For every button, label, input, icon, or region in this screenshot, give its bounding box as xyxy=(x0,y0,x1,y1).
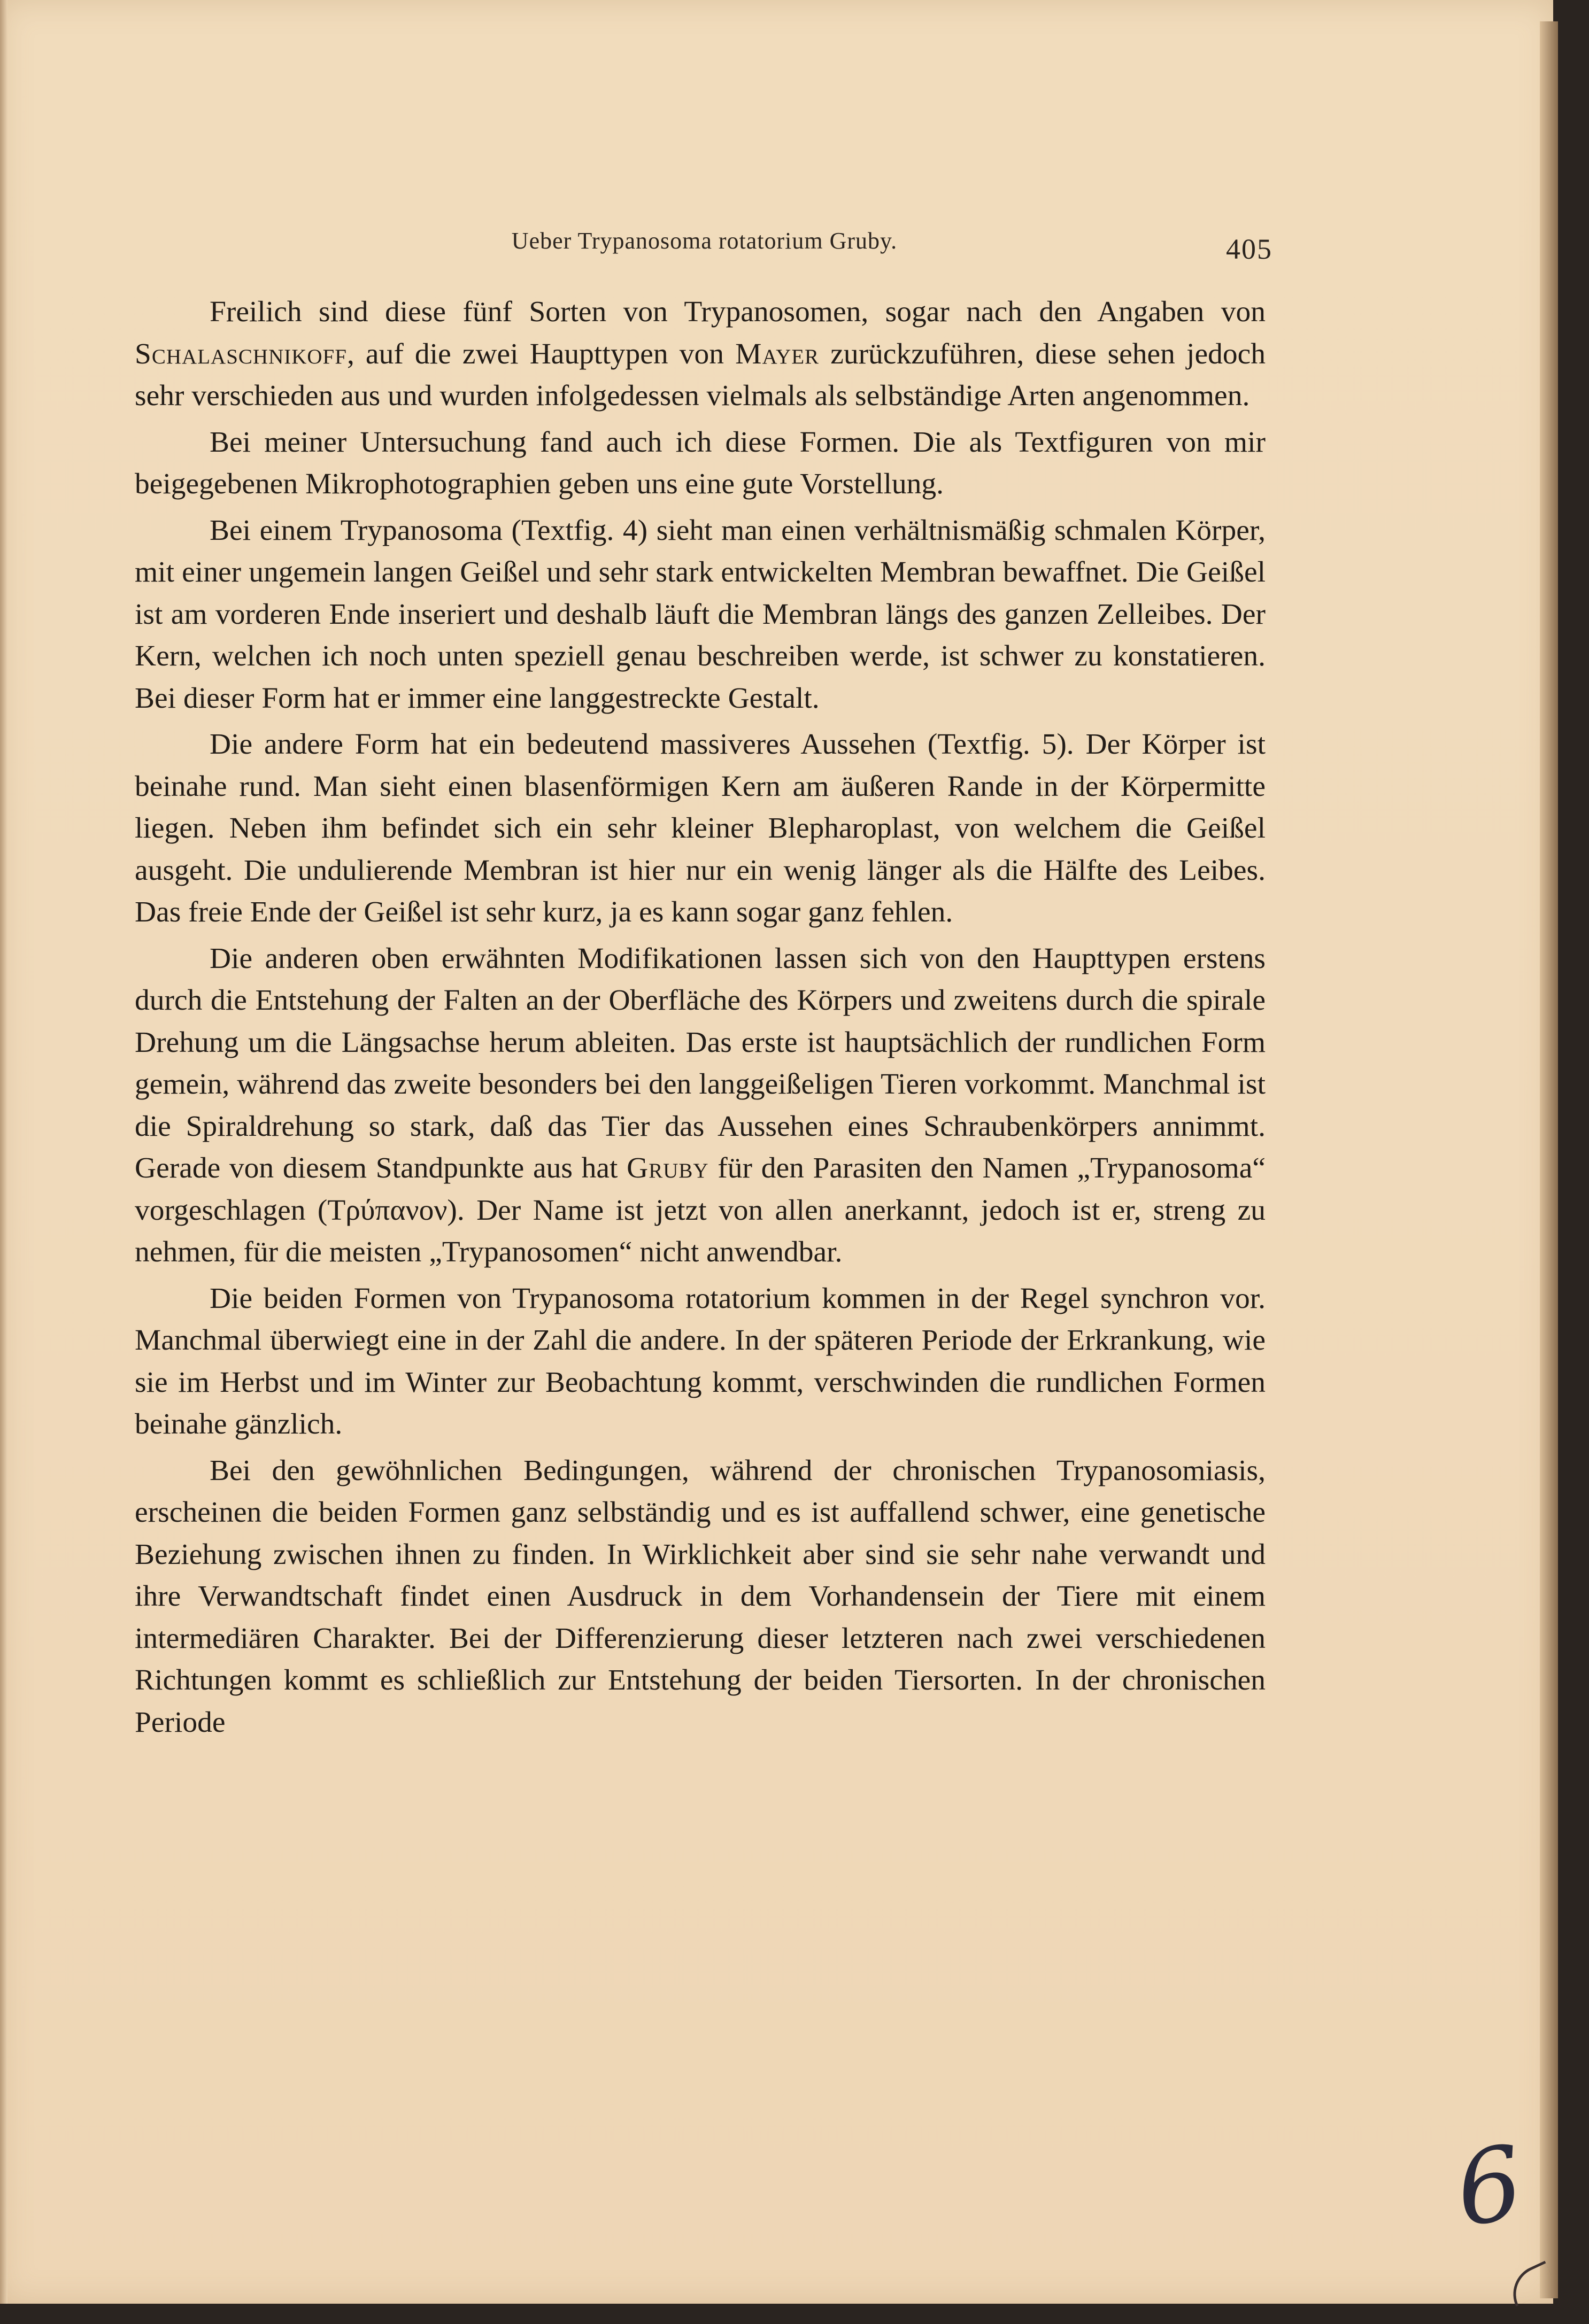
running-title: Ueber Trypanosoma rotatorium Gruby. xyxy=(511,228,898,254)
author-name-gruby: Gruby xyxy=(627,1152,709,1184)
running-header xyxy=(136,227,1272,265)
paragraph-5: Die anderen oben erwähnten Modifikationen lassen sich von den Haupttypen erstens durch die Entstehung der Falten an der Oberfläche des Körpers und zweitens durch die spirale Drehung um die Längsachse herum ableiten. Das erste ist hauptsächlich der rundlichen Form gemein, während das zweite besonders bei den langgeißeligen Tieren vorkommt. Manchmal ist die Spiraldrehung so stark, daß das Tier das Aussehen eines Schraubenkörpers annimmt. Gerade von diesem Standpunkte aus hat Gruby für den Parasiten den Namen „Trypanosoma“ vorgeschlagen (Τρύπανον). Der Name ist jetzt von allen anerkannt, jedoch ist er, streng zu nehmen, für die meisten „Trypanosomen“ nicht anwendbar. xyxy=(135,942,1266,1268)
author-name-schalaschnikoff: Schalaschnikoff xyxy=(135,337,347,370)
paragraph-6: Die beiden Formen von Trypanosoma rotatorium kommen in der Regel synchron vor. Manchmal überwiegt eine in der Zahl die andere. In der späteren Periode der Erkrankung, wie sie im Herbst und im Winter zur Beobachtung kommt, verschwinden die rundlichen Formen beinahe gänzlich. xyxy=(135,1282,1266,1440)
page-right-edge xyxy=(1540,21,1558,2298)
paragraph-4: Die andere Form hat ein bedeutend massiveres Aussehen (Textfig. 5). Der Körper ist beinahe rund. Man sieht einen blasenförmigen Kern am äußeren Rande in der Körpermitte liegen. Neben ihm befindet sich ein sehr kleiner Blepharoplast, von welchem die Geißel ausgeht. Die undulierende Membran ist hier nur ein wenig länger als die Hälfte des Leibes. Das freie Ende der Geißel ist sehr kurz, ja es kann sogar ganz fehlen. xyxy=(135,728,1266,928)
page-fold-edge xyxy=(0,0,7,2304)
paragraph-1: Freilich sind diese fünf Sorten von Trypanosomen, sogar nach den Angaben von Schalaschnikoff, auf die zwei Haupttypen von Mayer zurückzuführen, diese sehen jedoch sehr verschieden aus und wurden infolgedessen vielmals als selbständige Arten angenommen. xyxy=(135,296,1266,412)
body-text xyxy=(135,291,1266,1748)
author-name-mayer: Mayer xyxy=(735,337,820,370)
paragraph-2: Bei meiner Untersuchung fand auch ich diese Formen. Die als Textfiguren von mir beigegebenen Mikrophotographien geben uns eine gute Vorstellung. xyxy=(135,425,1266,500)
paragraph-7: Bei den gewöhnlichen Bedingungen, während der chronischen Trypanosomiasis, erscheinen die beiden Formen ganz selbständig und es ist auffallend schwer, eine genetische Beziehung zwischen ihnen zu finden. In Wirklichkeit aber sind sie sehr nahe verwandt und ihre Verwandtschaft findet einen Ausdruck in dem Vorhandensein der Tiere mit einem intermediären Charakter. Bei der Differenzierung dieser letzteren nach zwei verschiedenen Richtungen kommt es schließlich zur Entstehung der beiden Tiersorten. In der chronischen Periode xyxy=(135,1454,1266,1739)
page-number: 405 xyxy=(1226,233,1272,265)
handwritten-margin-number: 6 xyxy=(1449,2123,1530,2250)
paragraph-3: Bei einem Trypanosoma (Textfig. 4) sieht man einen verhältnismäßig schmalen Körper, mit einer ungemein langen Geißel und sehr stark entwickelten Membran bewaffnet. Die Geißel ist am vorderen Ende inseriert und deshalb läuft die Membran längs des ganzen Zelleibes. Der Kern, welchen ich noch unten speziell genau beschreiben werde, ist schwer zu konstatieren. Bei dieser Form hat er immer eine langgestreckte Gestalt. xyxy=(135,514,1266,715)
